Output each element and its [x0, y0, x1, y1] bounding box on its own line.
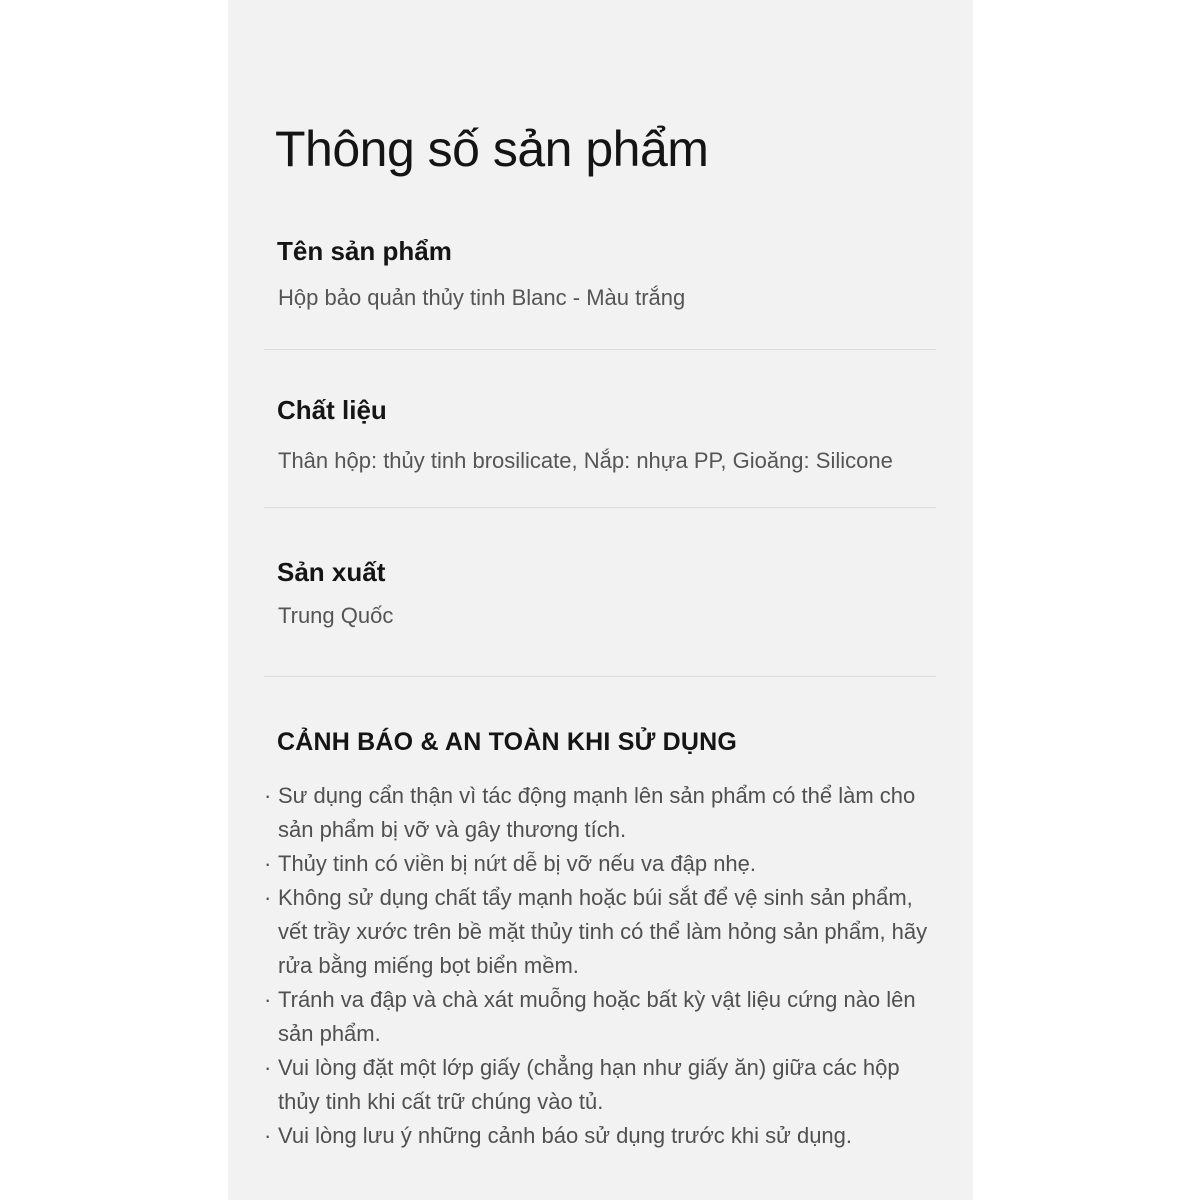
warning-item: [264, 1051, 944, 1119]
warning-list: [264, 779, 944, 1153]
warning-item-text: Không sử dụng chất tẩy mạnh hoặc búi sắt để vệ sinh sản phẩm, vết trầy xước trên bề mặt thủy tinh có thể làm hỏng sản phẩm, hãy rửa bằng miếng bọt biển mềm.: [278, 885, 928, 978]
page-title: Thông số sản phẩm: [275, 121, 709, 177]
spec-label-product-name: Tên sản phẩm: [277, 236, 452, 266]
warning-title: CẢNH BÁO & AN TOÀN KHI SỬ DỤNG: [277, 728, 738, 756]
warning-item: [264, 881, 944, 983]
bullet-dot: ·: [264, 987, 272, 1012]
warning-item: [264, 779, 944, 847]
spec-label-origin: Sản xuất: [277, 557, 386, 587]
warning-item-text: Sư dụng cẩn thận vì tác động mạnh lên sản phẩm có thể làm cho sản phẩm bị vỡ và gây thương tích.: [278, 783, 916, 842]
spec-value-material: Thân hộp: thủy tinh brosilicate, Nắp: nhựa PP, Gioăng: Silicone: [278, 448, 893, 473]
divider: [264, 507, 936, 508]
bullet-dot: ·: [264, 1055, 272, 1080]
bullet-dot: ·: [264, 783, 272, 808]
warning-item-text: Thủy tinh có viền bị nứt dễ bị vỡ nếu va đập nhẹ.: [278, 851, 757, 876]
warning-item: [264, 847, 944, 881]
bullet-dot: ·: [264, 885, 272, 910]
spec-label-material: Chất liệu: [277, 395, 387, 425]
warning-item: [264, 1119, 944, 1153]
warning-item-text: Vui lòng lưu ý những cảnh báo sử dụng trước khi sử dụng.: [278, 1123, 853, 1148]
spec-value-product-name: Hộp bảo quản thủy tinh Blanc - Màu trắng: [278, 285, 686, 310]
divider: [264, 676, 936, 677]
warning-item-text: Vui lòng đặt một lớp giấy (chẳng hạn như giấy ăn) giữa các hộp thủy tinh khi cất trữ chúng vào tủ.: [278, 1055, 900, 1114]
bullet-dot: ·: [264, 1123, 272, 1148]
bullet-dot: ·: [264, 851, 272, 876]
warning-item: [264, 983, 944, 1051]
warning-item-text: Tránh va đập và chà xát muỗng hoặc bất kỳ vật liệu cứng nào lên sản phẩm.: [278, 987, 916, 1046]
divider: [264, 349, 936, 350]
spec-value-origin: Trung Quốc: [278, 603, 394, 628]
product-spec-panel: [228, 0, 973, 1200]
